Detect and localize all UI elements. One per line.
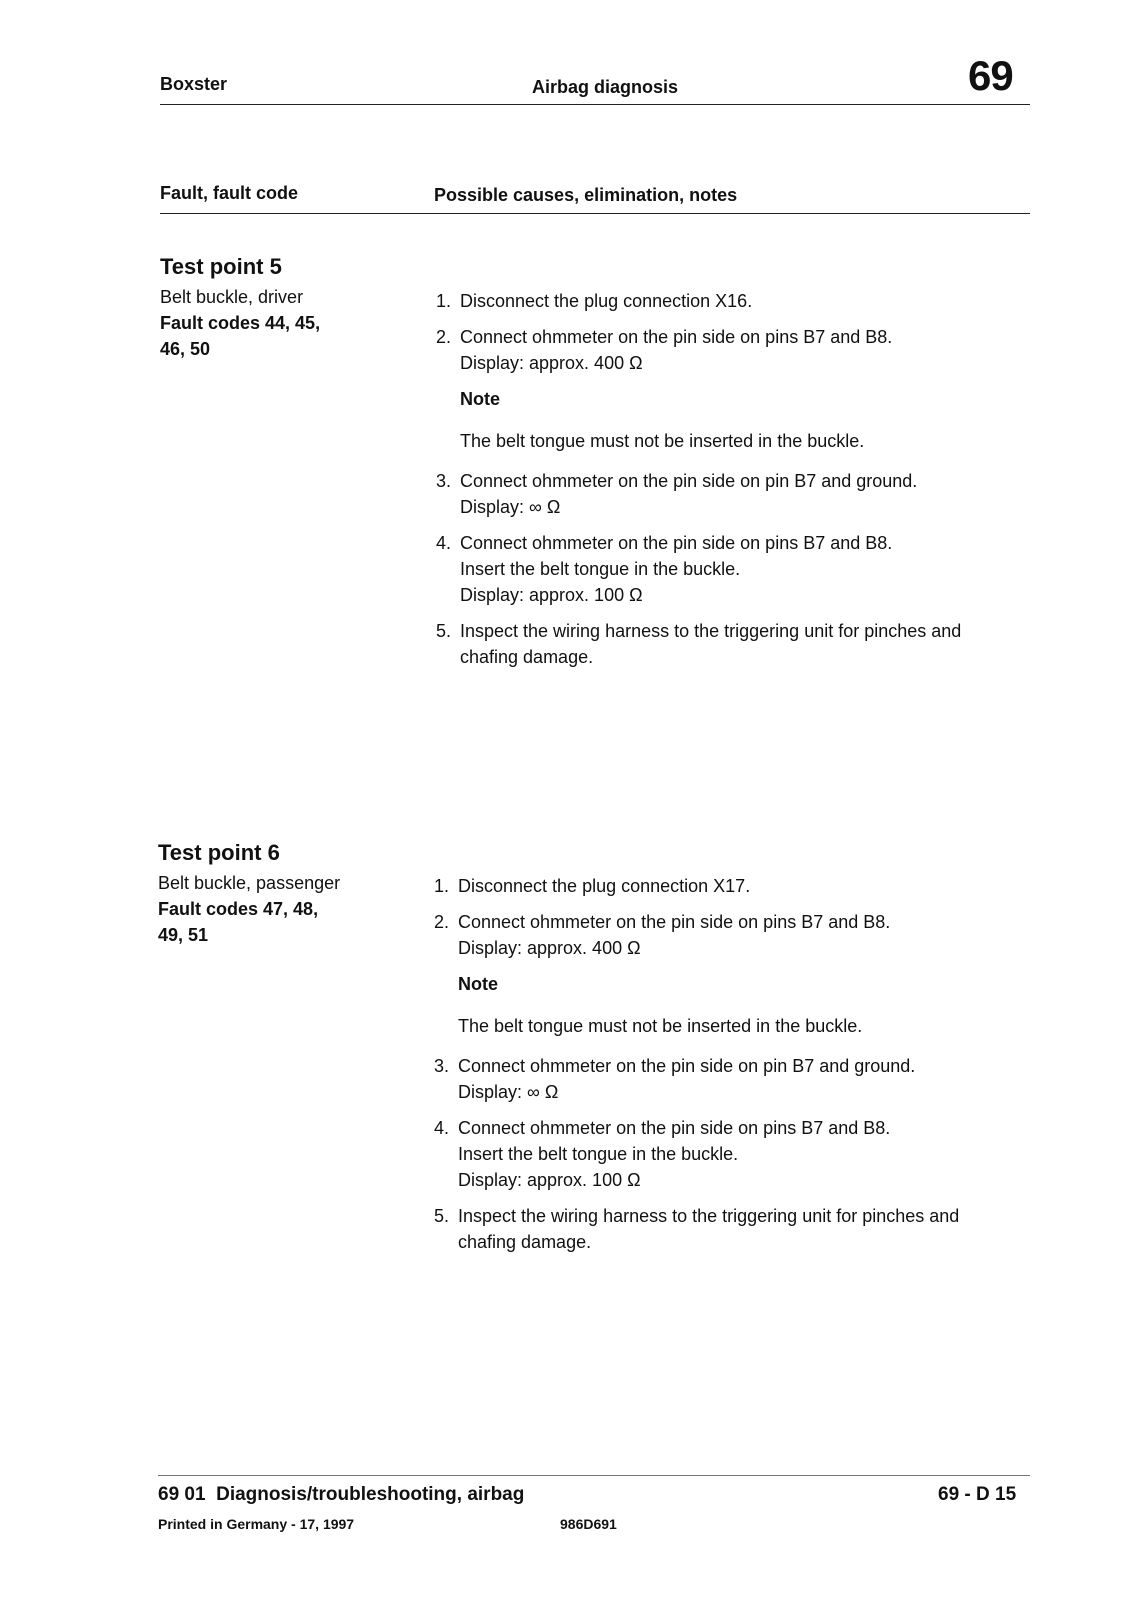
- test-point-6-left: [158, 840, 358, 948]
- column-heading-fault: Fault, fault code: [160, 183, 299, 203]
- footer-document-code: 986D691: [560, 1516, 617, 1532]
- step-line: Insert the belt tongue in the buckle.: [458, 1144, 739, 1164]
- step-number: 2.: [434, 912, 450, 932]
- step-line: Connect ohmmeter on the pin side on pins B7 and B8.: [460, 533, 893, 553]
- step: [436, 530, 996, 608]
- step-line: Display: ∞ Ω: [458, 1082, 559, 1102]
- test-point-6-steps: [434, 873, 994, 1265]
- test-point-component: Belt buckle, driver: [160, 287, 304, 307]
- test-point-title: Test point 6: [158, 840, 280, 865]
- step-number: 1.: [434, 876, 450, 896]
- step: [434, 873, 994, 899]
- step-number: 4.: [436, 533, 452, 553]
- step-number: 3.: [436, 471, 452, 491]
- step: [434, 909, 994, 961]
- step: [436, 468, 996, 520]
- step-line: Connect ohmmeter on the pin side on pin B7 and ground.: [460, 471, 918, 491]
- test-point-fault-codes-line-1: Fault codes 47, 48,: [158, 899, 319, 919]
- note-title: Note: [460, 389, 500, 409]
- header-rule: [160, 104, 1030, 105]
- footer-chapter-title: 69 01 Diagnosis/troubleshooting, airbag: [158, 1484, 525, 1505]
- footer-page-number: 69 - D 15: [938, 1484, 1017, 1505]
- note-title: Note: [458, 974, 498, 994]
- step-line: Display: approx. 100 Ω: [460, 585, 643, 605]
- column-heading-causes: Possible causes, elimination, notes: [434, 185, 738, 205]
- note-text: The belt tongue must not be inserted in the buckle.: [460, 431, 865, 451]
- step-line: chafing damage.: [460, 647, 594, 667]
- step-number: 1.: [436, 291, 452, 311]
- step: [434, 1053, 994, 1105]
- step-line: Connect ohmmeter on the pin side on pins B7 and B8.: [458, 912, 891, 932]
- step-line: Display: approx. 100 Ω: [458, 1170, 641, 1190]
- step: [434, 1203, 994, 1255]
- step-line: Display: approx. 400 Ω: [458, 938, 641, 958]
- step-line: Display: approx. 400 Ω: [460, 353, 643, 373]
- test-point-5-left: [160, 254, 360, 362]
- note-text: The belt tongue must not be inserted in the buckle.: [458, 1016, 863, 1036]
- step-line: Disconnect the plug connection X16.: [460, 291, 753, 311]
- step-line: Insert the belt tongue in the buckle.: [460, 559, 741, 579]
- test-point-fault-codes-line-2: 49, 51: [158, 925, 209, 945]
- step-line: Inspect the wiring harness to the triggering unit for pinches and: [460, 621, 962, 641]
- header-group-number: 69: [968, 52, 1013, 99]
- step: [436, 618, 996, 670]
- step-number: 5.: [436, 621, 452, 641]
- test-point-fault-codes-line-1: Fault codes 44, 45,: [160, 313, 321, 333]
- step-line: Display: ∞ Ω: [460, 497, 561, 517]
- header-model: Boxster: [160, 74, 228, 94]
- step-line: Connect ohmmeter on the pin side on pins B7 and B8.: [460, 327, 893, 347]
- step: [434, 1115, 994, 1193]
- step: [436, 288, 996, 314]
- step-line: Inspect the wiring harness to the triggering unit for pinches and: [458, 1206, 960, 1226]
- column-heading-rule: [160, 213, 1030, 214]
- test-point-title: Test point 5: [160, 254, 282, 279]
- step-number: 4.: [434, 1118, 450, 1138]
- step-number: 2.: [436, 327, 452, 347]
- test-point-component: Belt buckle, passenger: [158, 873, 341, 893]
- test-point-fault-codes-line-2: 46, 50: [160, 339, 211, 359]
- footer-printed-note: Printed in Germany - 17, 1997: [158, 1516, 355, 1532]
- footer-rule: [158, 1475, 1030, 1476]
- step-line: Connect ohmmeter on the pin side on pins B7 and B8.: [458, 1118, 891, 1138]
- header-section-title: Airbag diagnosis: [532, 77, 679, 97]
- step-number: 3.: [434, 1056, 450, 1076]
- step-line: chafing damage.: [458, 1232, 592, 1252]
- step-line: Disconnect the plug connection X17.: [458, 876, 751, 896]
- step: [436, 324, 996, 376]
- test-point-5-steps: [436, 288, 996, 680]
- step-number: 5.: [434, 1206, 450, 1226]
- step-line: Connect ohmmeter on the pin side on pin B7 and ground.: [458, 1056, 916, 1076]
